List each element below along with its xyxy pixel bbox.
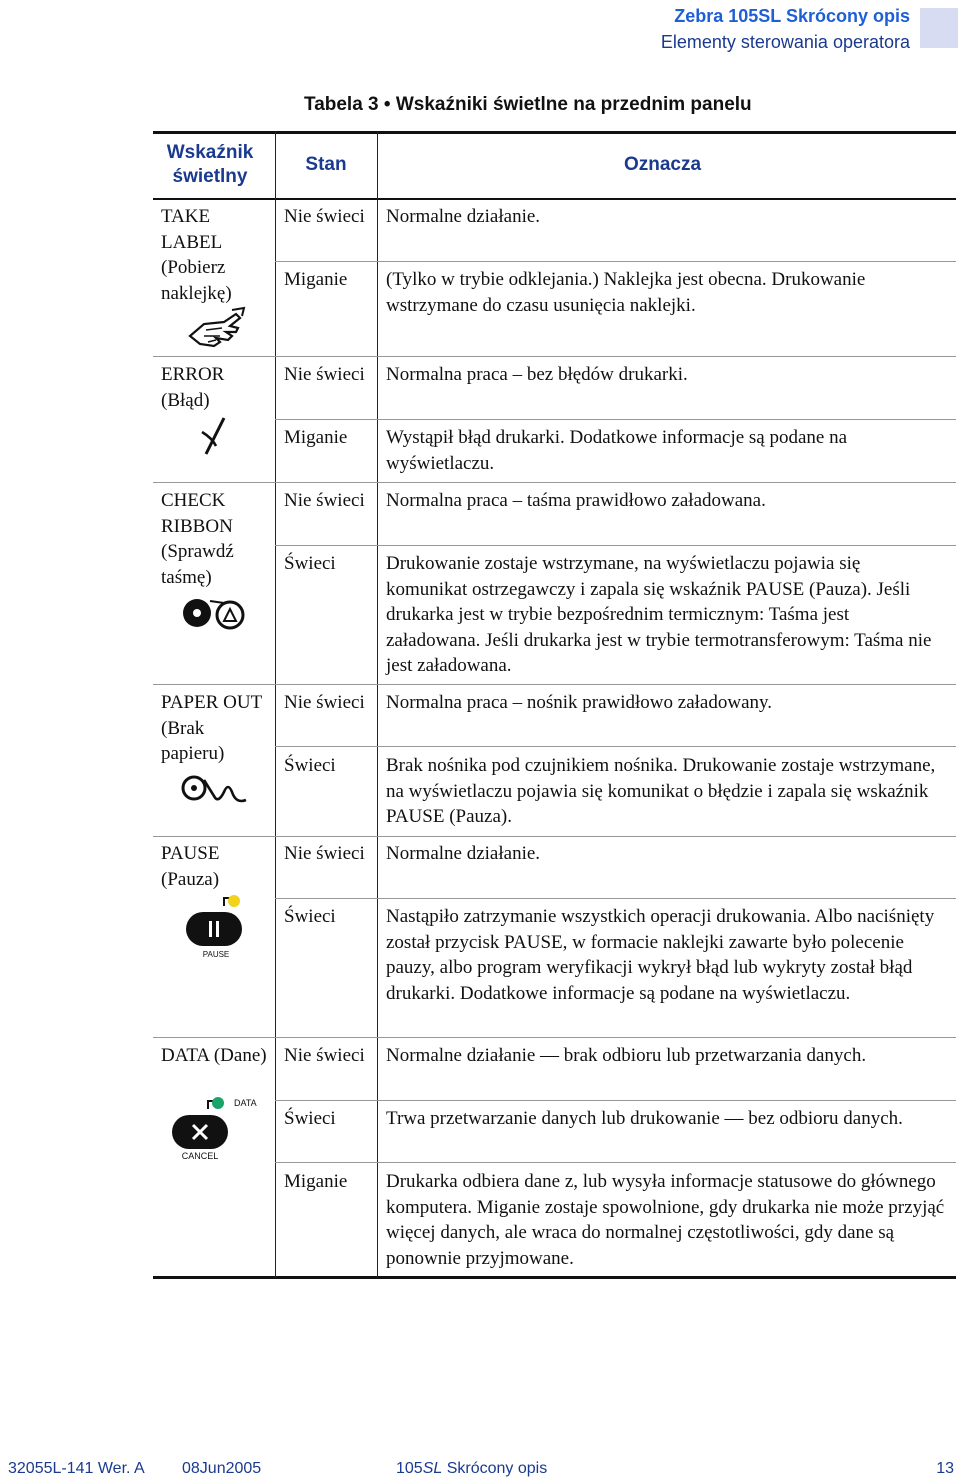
state-cell: Nie świeci: [284, 692, 365, 713]
meaning-cell: Normalne działanie.: [386, 843, 541, 864]
indicator-name: PAPER OUT (Brak papieru): [161, 692, 262, 764]
state-cell: Miganie: [284, 269, 348, 290]
column-header-indicator: Wskaźnik świetlny: [166, 142, 254, 187]
group-separator: [153, 1037, 956, 1038]
state-cell: Świeci: [284, 1108, 336, 1129]
group-separator: [153, 684, 956, 685]
section-subtitle: Elementy sterowania operatora: [660, 32, 910, 52]
row-separator: [275, 746, 956, 747]
state-cell: Miganie: [284, 427, 348, 448]
page-number: 13: [936, 1460, 954, 1477]
error-x-icon: [198, 414, 232, 458]
indicator-name: TAKE LABEL (Pobierz naklejkę): [161, 206, 232, 304]
indicator-name: PAUSE (Pauza): [161, 843, 220, 890]
state-cell: Miganie: [284, 1171, 348, 1192]
ribbon-icon: [180, 593, 248, 633]
data-icon-label: DATA: [234, 1098, 257, 1108]
hand-take-label-icon: [186, 306, 246, 350]
meaning-cell: (Tylko w trybie odklejania.) Naklejka jest obecna. Drukowanie wstrzymane do czasu usunięcia naklejki.: [386, 269, 866, 316]
group-separator: [153, 356, 956, 357]
header-tab-marker: [920, 8, 958, 48]
state-cell: Nie świeci: [284, 206, 365, 227]
table-header-rule: [153, 198, 956, 200]
cancel-icon-label: CANCEL: [181, 1151, 219, 1161]
row-separator: [275, 1162, 956, 1163]
table-bottom-rule: [153, 1276, 956, 1279]
meaning-cell: Brak nośnika pod czujnikiem nośnika. Drukowanie zostaje wstrzymane, na wyświetlaczu pojawia się komunikat o błędzie i zapala się wskaźnik PAUSE (Pauza).: [386, 755, 936, 827]
indicator-name: CHECK RIBBON (Sprawdź taśmę): [161, 490, 234, 588]
group-separator: [153, 836, 956, 837]
footer-doc-number: 32055L-141 Wer. A: [8, 1460, 145, 1477]
footer-doc-title-suffix: Skrócony opis: [442, 1460, 548, 1477]
state-cell: Nie świeci: [284, 490, 365, 511]
row-separator: [275, 898, 956, 899]
state-cell: Nie świeci: [284, 1045, 365, 1066]
state-cell: Nie świeci: [284, 843, 365, 864]
row-separator: [275, 419, 956, 420]
row-separator: [275, 545, 956, 546]
state-cell: Świeci: [284, 553, 336, 574]
state-cell: Nie świeci: [284, 364, 365, 385]
column-header-meaning: Oznacza: [623, 154, 702, 175]
column-header-state: Stan: [305, 154, 347, 175]
pause-button-icon: [184, 892, 246, 960]
state-cell: Świeci: [284, 755, 336, 776]
cancel-data-button-icon: [170, 1093, 262, 1163]
group-separator: [153, 482, 956, 483]
table-caption: Tabela 3 • Wskaźniki świetlne na przednim panelu: [304, 94, 752, 115]
meaning-cell: Normalna praca – nośnik prawidłowo załadowany.: [386, 692, 773, 713]
row-separator: [275, 1100, 956, 1101]
meaning-cell: Normalne działanie — brak odbioru lub przetwarzania danych.: [386, 1045, 867, 1066]
column-divider-1: [275, 131, 276, 1278]
pause-icon-label: PAUSE: [202, 950, 230, 959]
meaning-cell: Normalna praca – taśma prawidłowo załadowana.: [386, 490, 766, 511]
state-cell: Świeci: [284, 906, 336, 927]
document-title: Zebra 105SL Skrócony opis: [674, 6, 910, 26]
meaning-cell: Drukowanie zostaje wstrzymane, na wyświetlaczu pojawia się komunikat ostrzegawczy i zapala się wskaźnik PAUSE (Pauza). Jeśli drukarka jest w trybie bezpośrednim termicznym: Taśma jest załadowana. Jeśli drukarka jest w trybie termotransferowym: Taśma nie jest załadowana.: [386, 553, 932, 676]
table-top-rule: [153, 131, 956, 134]
meaning-cell: Normalna praca – bez błędów drukarki.: [386, 364, 688, 385]
column-divider-2: [377, 131, 378, 1278]
paper-out-icon: [180, 770, 250, 810]
meaning-cell: Drukarka odbiera dane z, lub wysyła informacje statusowe do głównego komputera. Miganie zostaje spowolnione, gdy drukarka nie może przyjąć więcej danych, ale wraca do normalnej częstotliwości, gdy dane są ponownie przyjmowane.: [386, 1171, 945, 1269]
meaning-cell: Wystąpił błąd drukarki. Dodatkowe informacje są podane na wyświetlaczu.: [386, 427, 848, 474]
indicator-name: ERROR (Błąd): [161, 364, 225, 411]
meaning-cell: Nastąpiło zatrzymanie wszystkich operacji drukowania. Albo naciśnięty został przycisk PAUSE, w formacie naklejki zawarte było polecenie pauzy, albo program weryfikacji wykrył błąd lub wykryty został błąd drukarki. Dodatkowe informacje są podane na wyświetlaczu.: [386, 906, 935, 1004]
row-separator: [275, 261, 956, 262]
footer-date: 08Jun2005: [182, 1460, 262, 1477]
footer-doc-title: [396, 1460, 547, 1478]
indicator-name: DATA (Dane): [161, 1045, 267, 1066]
footer-doc-title-italic: SL: [422, 1460, 443, 1477]
meaning-cell: Normalne działanie.: [386, 206, 541, 227]
footer-doc-title-prefix: 105: [396, 1460, 423, 1477]
meaning-cell: Trwa przetwarzanie danych lub drukowanie — bez odbioru danych.: [386, 1108, 903, 1129]
